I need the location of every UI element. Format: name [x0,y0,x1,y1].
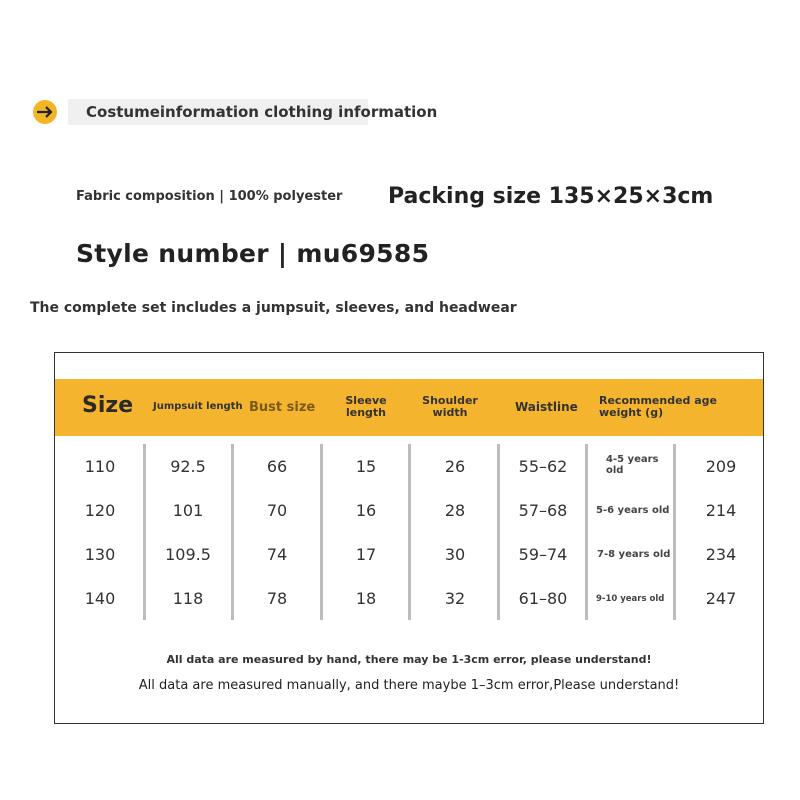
column-divider [143,444,146,620]
set-contents-note: The complete set includes a jumpsuit, sleeves, and headwear [30,300,517,316]
column-divider [673,444,676,620]
header-waistline: Waistline [515,400,578,414]
cell-waistline: 59–74 [518,545,568,564]
cell-size: 130 [84,545,116,564]
cell-weight: 209 [705,457,737,476]
style-number: Style number | mu69585 [76,239,430,268]
cell-jumpsuit-length: 92.5 [170,457,206,476]
cell-weight: 214 [705,501,737,520]
header-jumpsuit-length: Jumpsuit length [153,401,243,412]
cell-size: 120 [84,501,116,520]
cell-waistline: 55–62 [518,457,568,476]
column-divider [408,444,411,620]
measurement-note-bold: All data are measured by hand, there may be 1-3cm error, please understand! [166,653,652,666]
cell-sleeve: 16 [355,501,377,520]
header-bust-size: Bust size [249,400,316,415]
cell-bust: 74 [266,545,288,564]
column-divider [320,444,323,620]
cell-waistline: 57–68 [518,501,568,520]
cell-bust: 66 [266,457,288,476]
fabric-composition: Fabric composition | 100% polyester [76,189,343,204]
header-shoulder-width: Shoulder width [422,394,478,419]
cell-bust: 70 [266,501,288,520]
cell-jumpsuit-length: 118 [172,589,204,608]
cell-sleeve: 15 [355,457,377,476]
cell-waistline: 61–80 [518,589,568,608]
cell-shoulder: 28 [444,501,466,520]
measurement-note: All data are measured manually, and there maybe 1–3cm error,Please understand! [138,678,680,693]
cell-sleeve: 18 [355,589,377,608]
cell-jumpsuit-length: 101 [172,501,204,520]
cell-shoulder: 30 [444,545,466,564]
cell-age: 7-8 years old [597,549,671,560]
packing-size: Packing size 135×25×3cm [388,184,714,209]
cell-sleeve: 17 [355,545,377,564]
cell-age: 5-6 years old [596,505,670,516]
cell-jumpsuit-length: 109.5 [165,545,211,564]
header-size: Size [82,393,134,418]
cell-age: 4-5 years old [606,454,659,476]
header-recommended-age-weight: Recommended age weight (g) [599,394,718,419]
column-divider [585,444,588,620]
cell-size: 140 [84,589,116,608]
cell-bust: 78 [266,589,288,608]
column-divider [497,444,500,620]
cell-weight: 234 [705,545,737,564]
header-title: Costumeinformation clothing information [86,103,438,121]
cell-weight: 247 [705,589,737,608]
header-sleeve-length: Sleeve length [345,394,387,419]
cell-shoulder: 26 [444,457,466,476]
cell-shoulder: 32 [444,589,466,608]
cell-size: 110 [84,457,116,476]
cell-age: 9-10 years old [596,594,665,604]
column-divider [231,444,234,620]
arrow-right-icon [33,100,57,124]
